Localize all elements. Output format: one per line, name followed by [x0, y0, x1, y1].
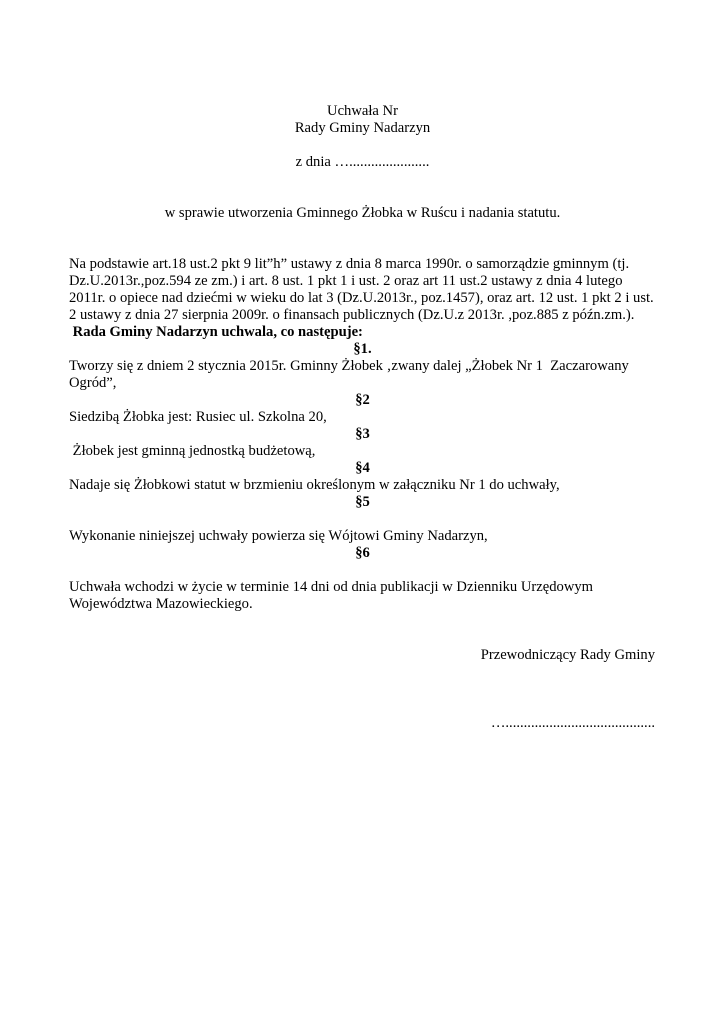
resolution-date: z dnia …......................: [295, 154, 430, 170]
section-mark: §4: [355, 460, 370, 476]
section-text: Ogród”,: [69, 375, 117, 391]
section-text: Siedzibą Żłobka jest: Rusiec ul. Szkolna 20,: [69, 409, 327, 425]
section-mark: §1.: [353, 341, 372, 357]
resolution-subject: w sprawie utworzenia Gminnego Żłobka w Ruścu i nadania statutu.: [164, 205, 561, 221]
section-text: Województwa Mazowieckiego.: [69, 596, 253, 612]
signature-title: Przewodniczący Rady Gminy: [480, 647, 655, 663]
section-text: Nadaje się Żłobkowi statut w brzmieniu określonym w załączniku Nr 1 do uchwały,: [69, 477, 560, 493]
section-mark: §3: [355, 426, 370, 442]
section-text: Wykonanie niniejszej uchwały powierza się Wójtowi Gminy Nadarzyn,: [69, 528, 488, 544]
section-text: Żłobek jest gminną jednostką budżetową,: [69, 443, 316, 459]
preamble-line: Dz.U.2013r.,poz.594 ze zm.) i art. 8 ust. 1 pkt 1 i ust. 2 oraz art 11 ust.2 ustawy z dnia 4 lutego: [69, 273, 623, 289]
council-name: Rady Gminy Nadarzyn: [294, 120, 431, 136]
resolution-title: Uchwała Nr: [327, 103, 398, 119]
preamble-line: Na podstawie art.18 ust.2 pkt 9 lit”h” ustawy z dnia 8 marca 1990r. o samorządzie gminnym (tj.: [69, 256, 630, 272]
section-mark: §6: [355, 545, 370, 561]
preamble-line: 2 ustawy z dnia 27 sierpnia 2009r. o finansach publicznych (Dz.U.z 2013r. ,poz.885 z późn.zm.).: [69, 307, 635, 323]
resolution-intro: Rada Gminy Nadarzyn uchwala, co następuje:: [69, 324, 363, 340]
preamble-line: 2011r. o opiece nad dziećmi w wieku do lat 3 (Dz.U.2013r., poz.1457), oraz art. 12 ust. 1 pkt 2 i ust.: [69, 290, 654, 306]
section-mark: §5: [355, 494, 370, 510]
section-text: Uchwała wchodzi w życie w terminie 14 dni od dnia publikacji w Dzienniku Urzędowym: [69, 579, 594, 595]
section-text: Tworzy się z dniem 2 stycznia 2015r. Gminny Żłobek ‚zwany dalej „Żłobek Nr 1 Zaczarowany: [69, 358, 629, 374]
section-mark: §2: [355, 392, 370, 408]
signature-line: ….........................................: [490, 715, 655, 731]
